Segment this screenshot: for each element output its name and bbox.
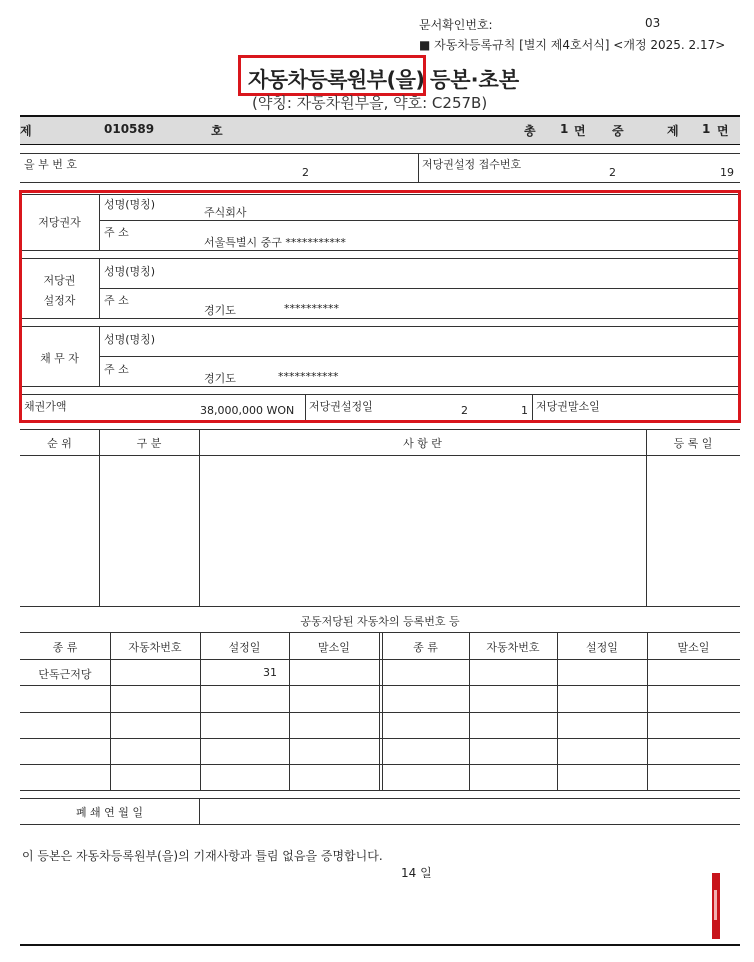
doc-check-value: 03 [645, 16, 661, 30]
joint-row1-set-date: 31 [263, 666, 277, 679]
mortgagee-address-label: 주 소 [104, 226, 129, 239]
bar-je2: 제 [667, 124, 679, 138]
mortgagor-name-label: 성명(명칭) [104, 265, 156, 278]
mortgagee-label: 저당권자 [38, 216, 81, 229]
joint-header-set-date-1: 설정일 [228, 641, 261, 654]
joint-header-set-date-2: 설정일 [586, 641, 618, 654]
joint-header-plate-1: 자동차번호 [128, 641, 182, 654]
joint-row1-type: 단독근저당 [38, 668, 92, 681]
mortgage-set-date-a: 2 [461, 404, 468, 417]
title-highlight-box [238, 55, 426, 96]
bar-total: 총 [524, 124, 536, 138]
bar-myeon2: 면 [717, 124, 729, 138]
debtor-address-value-b: *********** [278, 370, 339, 383]
bar-je: 제 [20, 124, 32, 138]
bar-ho: 호 [211, 124, 223, 138]
joint-title: 공동저당된 자동차의 등록번호 등 [300, 615, 460, 628]
bar-page-no: 1 [702, 122, 711, 136]
mortgage-receipt-label: 저당권설정 접수번호 [422, 158, 522, 171]
items-header-category: 구 분 [136, 437, 162, 450]
mortgagor-address-value-a: 경기도 [204, 304, 236, 317]
mortgagee-name-label: 성명(명칭) [104, 198, 156, 211]
title-subtitle: (약칭: 자동차원부을, 약호: C257B) [252, 94, 488, 112]
regulation-text: ■ 자동차등록규칙 [별지 제4호서식] <개정 2025. 2.17> [419, 38, 726, 52]
debtor-name-label: 성명(명칭) [104, 333, 156, 346]
mortgagor-label-line2: 설정자 [43, 294, 76, 307]
items-header-rank: 순 위 [47, 437, 72, 450]
items-header-details: 사 항 란 [403, 437, 442, 450]
issue-day: 14 일 [401, 866, 432, 880]
claim-amount-value: 38,000,000 WON [200, 404, 295, 417]
mortgagee-name-value: 주식회사 [204, 206, 247, 219]
mortgagee-address-value: 서울특별시 중구 *********** [204, 236, 346, 249]
mortgage-cancel-date-label: 저당권말소일 [536, 400, 600, 413]
joint-header-type-1: 종 류 [52, 641, 78, 654]
closure-date-label: 폐 쇄 연 월 일 [75, 806, 144, 819]
debtor-address-value-a: 경기도 [204, 372, 236, 385]
mortgagor-address-value-b: ********** [284, 302, 339, 315]
parties-highlight-box [19, 190, 741, 423]
mortgage-receipt-value-2: 19 [720, 166, 734, 179]
mortgagor-label-line1: 저당권 [43, 274, 76, 287]
mortgage-set-date-label: 저당권설정일 [309, 400, 373, 413]
bar-pages-total: 1 [560, 122, 569, 136]
bar-myeon1: 면 [574, 124, 586, 138]
certification-text: 이 등본은 자동차등록원부(을)의 기재사항과 틀림 없음을 증명합니다. [22, 849, 383, 863]
title-suffix: 등본·초본 [430, 68, 520, 92]
debtor-label: 채 무 자 [40, 352, 79, 365]
debtor-address-label: 주 소 [104, 363, 129, 376]
mortgage-receipt-value-1: 2 [609, 166, 616, 179]
joint-header-type-2: 종 류 [413, 641, 438, 654]
doc-check-label: 문서확인번호: [419, 18, 493, 32]
claim-amount-label: 채권가액 [24, 400, 67, 413]
joint-header-plate-2: 자동차번호 [486, 641, 540, 654]
eul-number-value: 2 [302, 166, 309, 179]
mortgage-set-date-b: 1 [521, 404, 528, 417]
items-header-reg-date: 등 록 일 [673, 437, 713, 450]
bar-number: 010589 [104, 122, 155, 136]
bar-jung: 중 [612, 124, 624, 138]
joint-header-cancel-date-2: 말소일 [677, 641, 710, 654]
mortgagor-address-label: 주 소 [104, 294, 129, 307]
joint-header-cancel-date-1: 말소일 [318, 641, 350, 654]
eul-number-label: 을 부 번 호 [24, 158, 77, 171]
title-main: 자동차등록원부(을) [248, 68, 425, 92]
